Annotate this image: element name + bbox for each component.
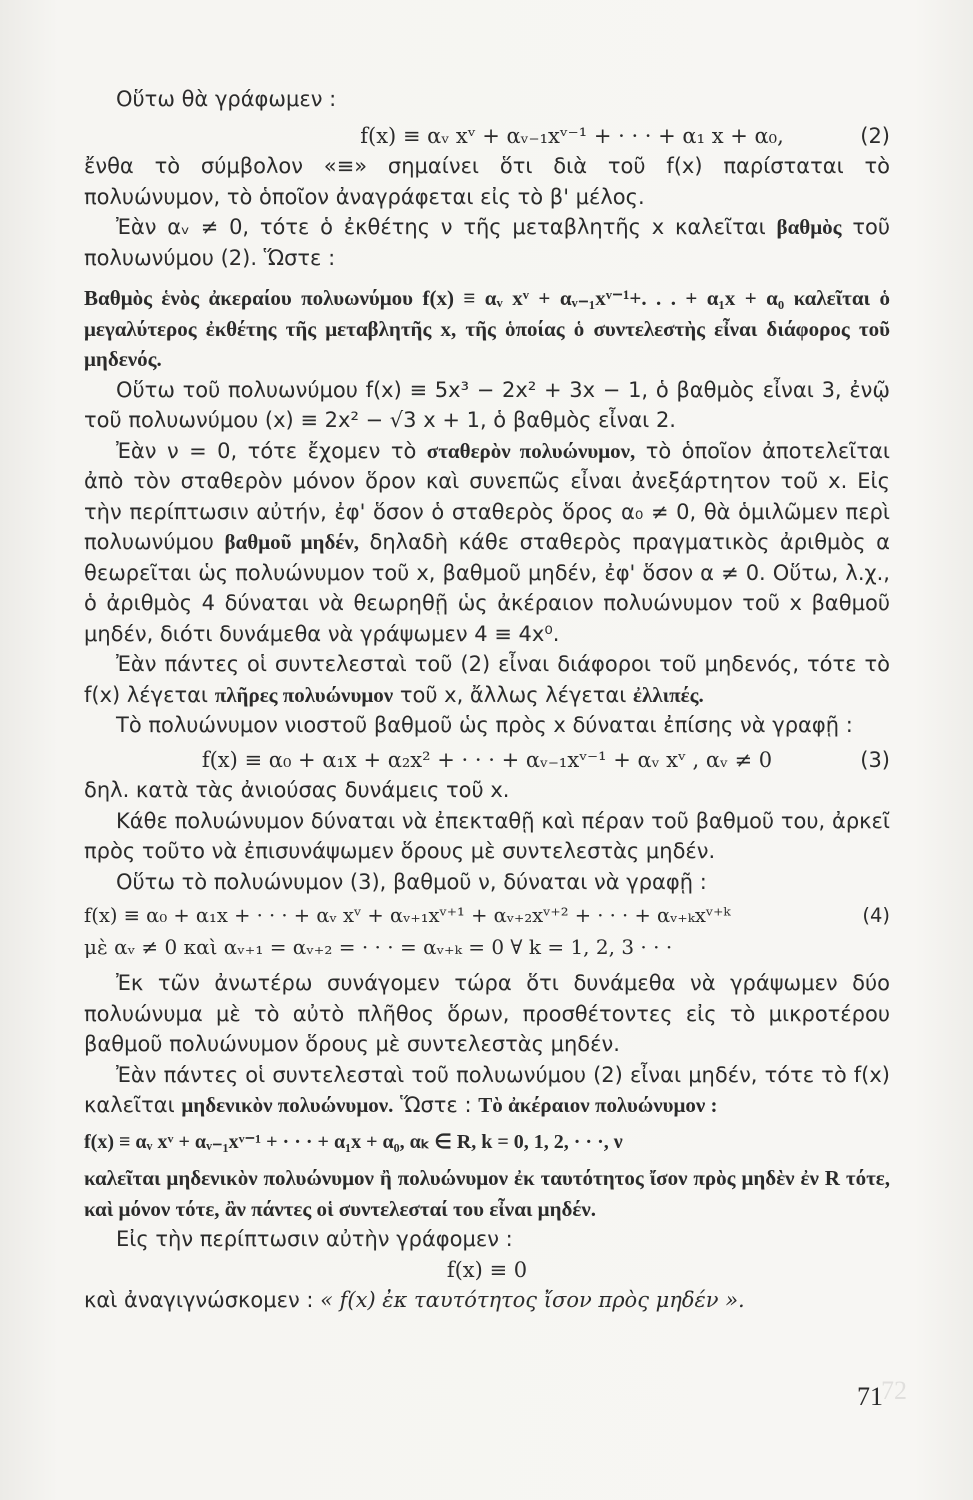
paragraph — [84, 1224, 890, 1255]
formula-2 — [84, 121, 890, 152]
page-body — [84, 84, 890, 1316]
definition-degree — [84, 283, 890, 375]
text-line: Οὕτω τοῦ πολυωνύμου f(x) ≡ 5x³ − 2x² + 3x − 1, ὁ βαθμὸς εἶναι 3, ἐνῷ τοῦ πολυωνύμου (x) ≡ 2x² − √3 x + 1, ὁ βαθμὸς εἶναι 2. — [84, 377, 890, 432]
text-line: τοῦ x, ἄλλως λέγεται — [399, 682, 627, 707]
text-line: Τὸ πολυώνυμον νιοστοῦ βαθμοῦ ὡς πρὸς x δύναται ἐπίσης νὰ γραφῇ : — [116, 713, 853, 737]
formula-zero-poly — [84, 1127, 890, 1158]
bold-term: βαθμὸς — [776, 215, 842, 239]
italic-phrase: « f(x) ἐκ ταυτότητος ἴσον πρὸς μηδέν ». — [320, 1288, 745, 1312]
paragraph — [84, 806, 890, 867]
bold-term: σταθερὸν πολυώνυμον, — [426, 438, 636, 463]
paragraph — [84, 968, 890, 1060]
text-line: τοῦ πολυωνύμου (2). Ὥστε : — [84, 215, 890, 270]
equation-number: (3) — [860, 747, 890, 772]
definition-text: Βαθμὸς ἑνὸς ἀκεραίου πολυωνύμου f(x) ≡ αᵥ xᵛ + αᵥ₋₁xᵛ⁻¹+. . . + α₁x + α₀ καλεῖται ὁ μεγαλύτερος ἐκθέτης τῆς μεταβλητῆς x, τῆς ὁποίας ὁ συντελεστὴς εἶναι διάφορος τοῦ μηδενός. — [84, 286, 890, 371]
text-line: Ἐὰν πάντες οἱ συντελεσταὶ τοῦ (2) εἶναι διάφοροι τοῦ μηδενός, τότε τὸ f(x) λέγεται — [84, 652, 890, 707]
text-line: Εἰς τὴν περίπτωσιν αὐτὴν γράφομεν : — [116, 1227, 513, 1251]
bold-term: βαθμοῦ μηδέν, — [224, 530, 359, 554]
paragraph — [84, 1285, 890, 1316]
paragraph — [84, 710, 890, 741]
paragraph — [84, 775, 890, 806]
text-line: δηλ. κατὰ τὰς ἀνιούσας δυνάμεις τοῦ x. — [84, 778, 510, 802]
text-line: Ὥστε : — [400, 1093, 472, 1117]
paragraph — [84, 151, 890, 212]
text-line: Ἐὰν ν = 0, τότε ἔχομεν τὸ — [116, 438, 417, 463]
formula-text: f(x) ≡ 0 — [446, 1257, 528, 1282]
formula-text: f(x) ≡ αᵥ xᵛ + αᵥ₋₁xᵛ⁻¹ + · · · + α₁x + α₀, αₖ ∈ R, k = 0, 1, 2, · · ·, ν — [84, 1130, 623, 1153]
text-line: Ἐκ τῶν ἀνωτέρω συνάγομεν τώρα ὅτι δυνάμεθα νὰ γράψωμεν δύο πολυώνυμα μὲ τὸ αὐτὸ πλῆθος ὅρων, προσθέτοντες εἰς τὸ μικροτέρου βαθμοῦ πολυώνυμον ὅρους μὲ συντελεστὰς μηδέν. — [84, 971, 890, 1056]
text-line: Οὕτω θὰ γράφωμεν : — [116, 87, 337, 111]
paragraph — [84, 867, 890, 898]
formula-4 — [84, 901, 890, 932]
equation-number: (2) — [860, 123, 890, 148]
formula-text: f(x) ≡ αᵥ xᵛ + αᵥ₋₁xᵛ⁻¹ + · · · + α₁ x + α₀, — [360, 123, 784, 148]
paragraph — [84, 436, 890, 650]
paragraph — [84, 649, 890, 710]
text-line: Οὕτω τὸ πολυώνυμον (3), βαθμοῦ ν, δύναται νὰ γραφῇ : — [116, 869, 707, 894]
text-line: τὸ ὁποῖον ἀποτελεῖται ἀπὸ τὸν σταθερὸν μόνον ὅρον καὶ συνεπῶς εἶναι ἀνεξάρτητον τοῦ x. Εἰς τὴν περίπτωσιν αὐτήν, ἐφ' ὅσον ὁ σταθερὸς ὅρος α₀ ≠ 0, θὰ ὁμιλῶμεν περὶ πολυωνύμου — [84, 438, 890, 554]
bold-term: πλῆρες πολυώνυμον — [214, 682, 394, 707]
bold-term: ἐλλιπές. — [633, 682, 704, 707]
formula-text: f(x) ≡ α₀ + α₁x + · · · + αᵥ xᵛ + αᵥ₊₁xᵛ⁺¹ + αᵥ₊₂xᵛ⁺² + · · · + αᵥ₊ₖxᵛ⁺ᵏ — [84, 904, 731, 927]
paragraph — [84, 212, 890, 273]
text-line: Ἐὰν πάντες οἱ συντελεσταὶ τοῦ πολυωνύμου (2) εἶναι μηδέν, τότε τὸ f(x) καλεῖται — [84, 1062, 890, 1117]
bleed-through-mark: 72 — [881, 1376, 907, 1405]
text-line: δηλαδὴ κάθε σταθερὸς πραγματικὸς ἀριθμὸς α θεωρεῖται ὡς πολυώνυμον τοῦ x, βαθμοῦ μηδέν, ἐφ' ὅσον α ≠ 0. Οὕτω, λ.χ., ὁ ἀριθμὸς 4 δύναται νὰ θεωρηθῇ ὡς ἀκέραιον πολυώνυμον τοῦ x βαθμοῦ μηδέν, διότι δυνάμεθα νὰ γράψωμεν 4 ≡ 4x⁰. — [84, 530, 890, 646]
bold-term: Τὸ ἀκέραιον πολυώνυμον : — [478, 1093, 718, 1117]
formula-identity-zero — [84, 1255, 890, 1286]
definition-text: καλεῖται μηδενικὸν πολυώνυμον ἢ πολυώνυμον ἐκ ταυτότητος ἴσον πρὸς μηδὲν ἐν R τότε, καὶ μόνον τότε, ἂν πάντες οἱ συντελεσταί του εἶναι μηδέν. — [84, 1166, 890, 1221]
paragraph — [84, 932, 890, 963]
page-number: 71 — [857, 1382, 883, 1411]
formula-3 — [84, 745, 890, 776]
paragraph — [84, 84, 890, 115]
paragraph — [84, 375, 890, 436]
text-line: Ἐὰν αᵥ ≠ 0, τότε ὁ ἐκθέτης ν τῆς μεταβλητῆς x καλεῖται — [116, 215, 766, 239]
definition-zero-poly — [84, 1163, 890, 1224]
bold-term: μηδενικὸν πολυώνυμον. — [181, 1093, 394, 1117]
text-line: καὶ ἀναγιγνώσκομεν : — [84, 1288, 314, 1312]
equation-number: (4) — [862, 904, 890, 927]
text-line: μὲ αᵥ ≠ 0 καὶ αᵥ₊₁ = αᵥ₊₂ = · · · = αᵥ₊ₖ = 0 ∀ k = 1, 2, 3 · · · — [84, 934, 673, 959]
formula-text: f(x) ≡ α₀ + α₁x + α₂x² + · · · + αᵥ₋₁xᵛ⁻¹ + αᵥ xᵛ , αᵥ ≠ 0 — [201, 747, 773, 772]
paragraph — [84, 1060, 890, 1121]
text-line: Κάθε πολυώνυμον δύναται νὰ ἐπεκταθῇ καὶ πέραν τοῦ βαθμοῦ του, ἀρκεῖ πρὸς τοῦτο νὰ ἐπισυνάψωμεν ὅρους μὲ συντελεστὰς μηδέν. — [84, 808, 890, 863]
text-line: ἔνθα τὸ σύμβολον «≡» σημαίνει ὅτι διὰ τοῦ f(x) παρίσταται τὸ πολυώνυμον, τὸ ὁποῖον ἀναγράφεται εἰς τὸ β' μέλος. — [84, 154, 890, 209]
